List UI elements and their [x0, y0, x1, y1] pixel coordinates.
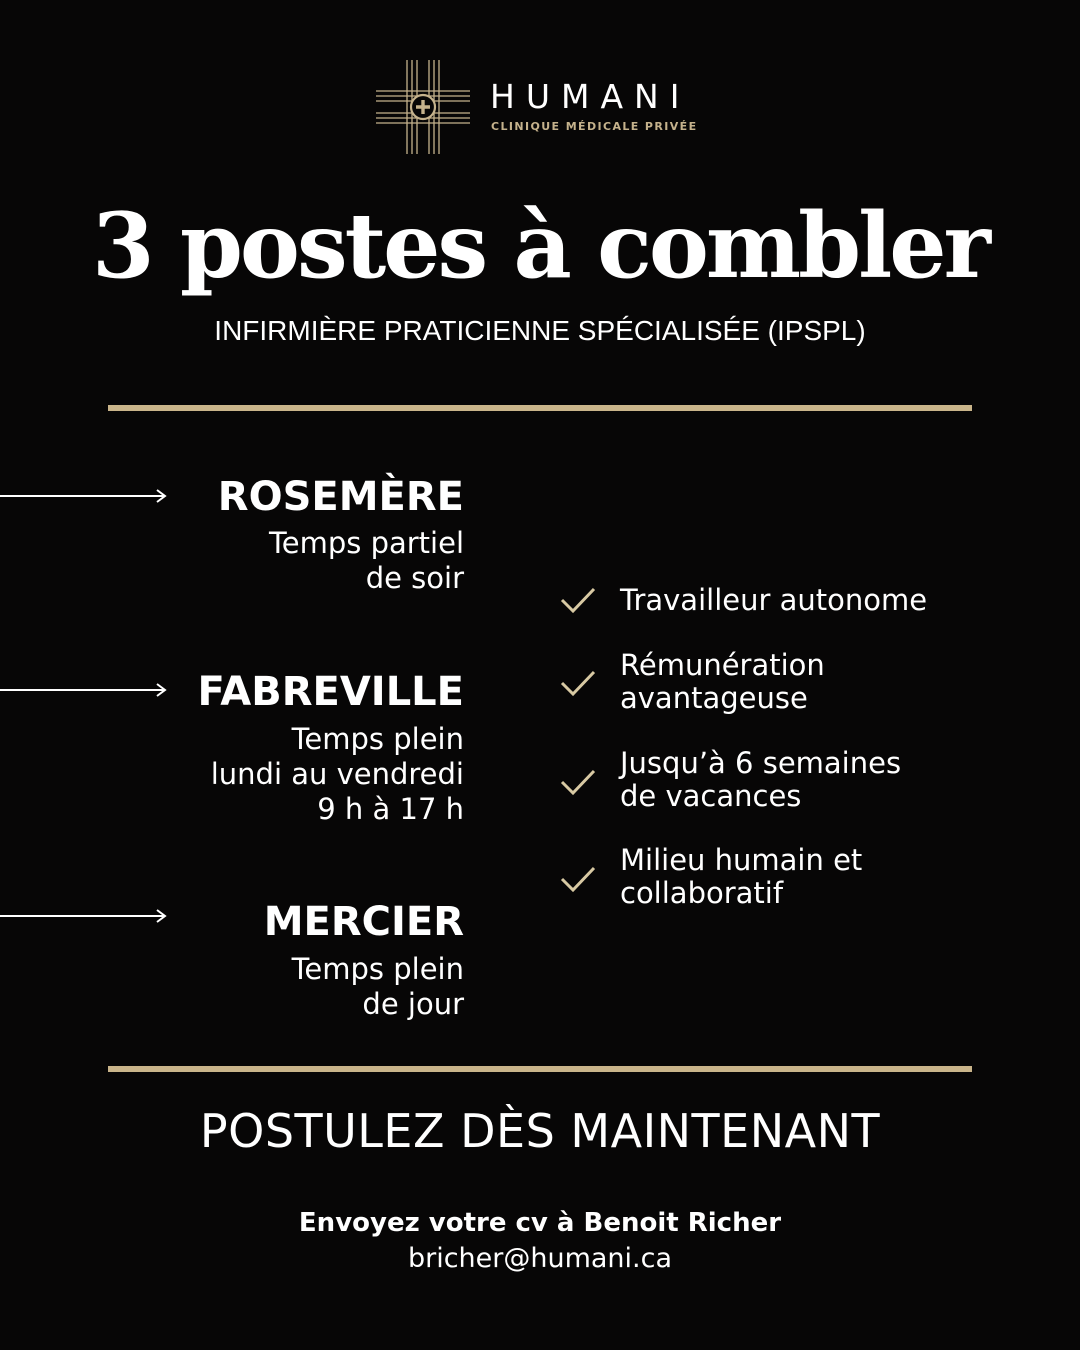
benefit-line: Travailleur autonome [620, 583, 928, 617]
page-title: 3 postes à combler [92, 193, 988, 299]
arrow-right-icon [0, 489, 168, 503]
apply-now-heading: POSTULEZ DÈS MAINTENANT [199, 1104, 881, 1158]
location-detail: Temps plein [291, 952, 464, 986]
arrow-right-icon [0, 683, 168, 697]
benefit-line: de vacances [620, 779, 802, 813]
benefit-item [620, 649, 1020, 715]
check-icon [560, 669, 596, 697]
job-title-subtitle: INFIRMIÈRE PRATICIENNE SPÉCIALISÉE (IPSPL) [214, 315, 866, 346]
check-icon [560, 768, 596, 796]
benefit-line: Jusqu’à 6 semaines [620, 746, 902, 780]
brand-tagline: CLINIQUE MÉDICALE PRIVÉE [491, 120, 698, 133]
benefit-line: collaboratif [620, 876, 784, 910]
location-detail: Temps partiel [268, 526, 464, 560]
benefit-item [620, 584, 1020, 617]
location-detail: de jour [362, 987, 464, 1021]
location-name-rosemere: ROSEMÈRE [217, 474, 464, 520]
benefit-line: avantageuse [620, 681, 808, 715]
location-detail: Temps plein [291, 722, 464, 756]
benefit-item [620, 747, 1020, 813]
check-icon [560, 865, 596, 893]
benefit-line: Milieu humain et [620, 843, 863, 877]
bottom-gold-divider [108, 1066, 972, 1072]
arrow-right-icon [0, 909, 168, 923]
contact-instruction: Envoyez votre cv à Benoit Richer [298, 1208, 782, 1238]
location-detail: de soir [365, 561, 464, 595]
top-gold-divider [108, 405, 972, 411]
location-name-fabreville: FABREVILLE [197, 669, 464, 715]
location-name-mercier: MERCIER [263, 899, 464, 945]
brand-name: HUMANI [490, 77, 691, 116]
benefit-item [620, 844, 1020, 910]
contact-email-link[interactable]: bricher@humani.ca [407, 1243, 673, 1274]
benefit-line: Rémunération [620, 648, 825, 682]
location-detail: lundi au vendredi [210, 757, 464, 791]
humani-logo-icon [376, 60, 470, 154]
location-detail: 9 h à 17 h [317, 792, 464, 826]
check-icon [560, 586, 596, 614]
